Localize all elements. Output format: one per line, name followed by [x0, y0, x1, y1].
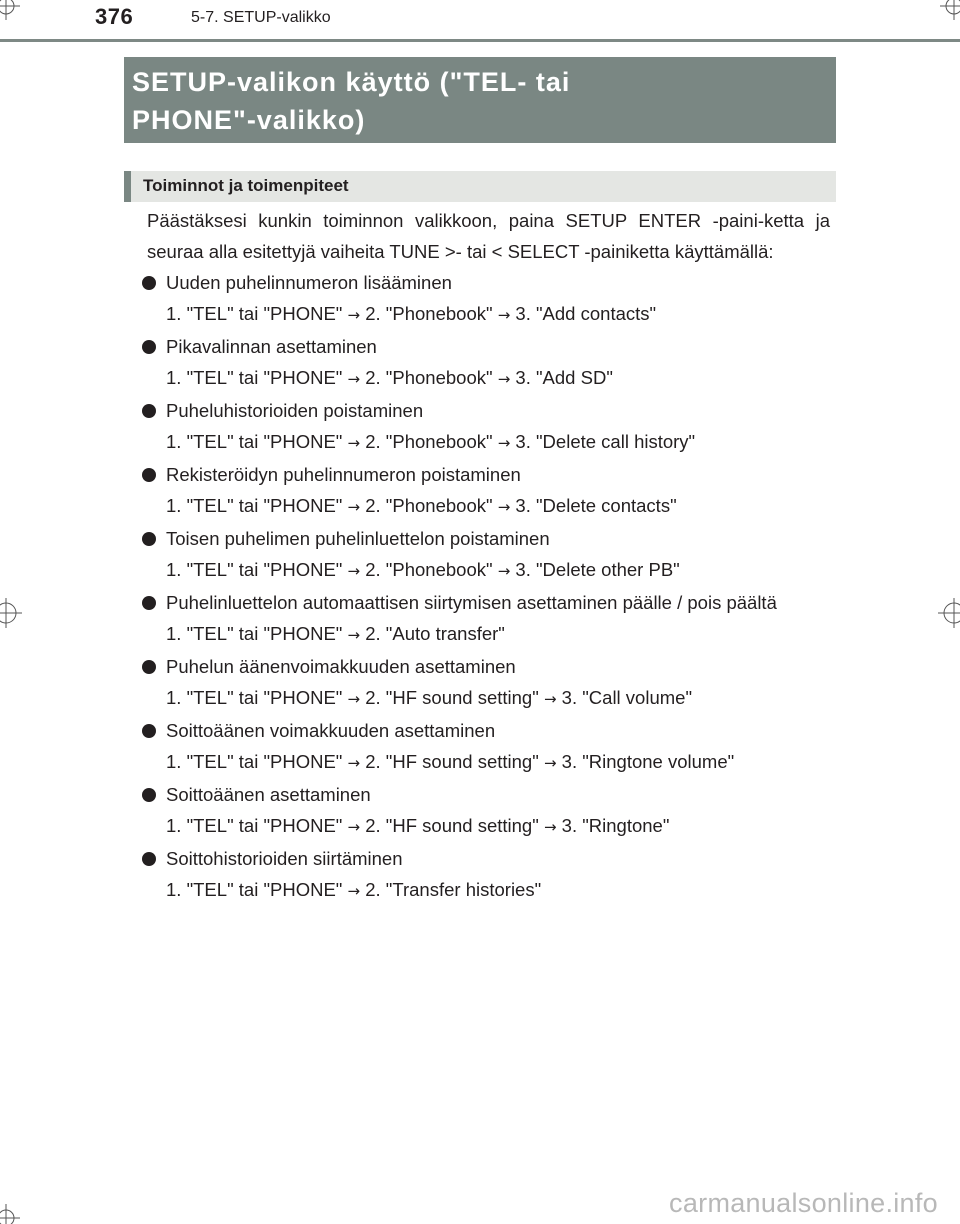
list-item — [142, 267, 830, 331]
procedure-list — [142, 267, 830, 907]
menu-step: 1. "TEL" tai "PHONE" — [166, 431, 343, 452]
item-title: Uuden puhelinnumeron lisääminen — [166, 272, 452, 293]
menu-step: 1. "TEL" tai "PHONE" — [166, 751, 343, 772]
list-item — [142, 843, 830, 907]
arrow-right-icon: → — [497, 498, 511, 516]
menu-step: 2. "Transfer histories" — [365, 879, 542, 900]
menu-step: 3. "Call volume" — [561, 687, 693, 708]
item-menu-path — [166, 810, 830, 843]
item-title: Puheluhistorioiden poistaminen — [166, 400, 424, 421]
arrow-right-icon: → — [347, 306, 361, 324]
arrow-right-icon: → — [497, 370, 511, 388]
list-item — [142, 651, 830, 715]
item-menu-path — [166, 618, 830, 651]
item-menu-path — [166, 554, 830, 587]
section-title — [132, 63, 826, 139]
crop-mark-bottom-left — [0, 1200, 24, 1224]
item-menu-path — [166, 682, 830, 715]
list-item — [142, 331, 830, 395]
item-title: Rekisteröidyn puhelinnumeron poistaminen — [166, 464, 521, 485]
list-item — [142, 523, 830, 587]
menu-step: 3. "Add SD" — [515, 367, 613, 388]
menu-step: 2. "Phonebook" — [365, 495, 493, 516]
list-item — [142, 459, 830, 523]
arrow-right-icon: → — [543, 818, 557, 836]
subheading-text: Toiminnot ja toimenpiteet — [143, 176, 349, 195]
arrow-right-icon: → — [497, 562, 511, 580]
bullet-icon — [142, 660, 156, 674]
arrow-right-icon: → — [543, 754, 557, 772]
arrow-right-icon: → — [347, 882, 361, 900]
menu-step: 1. "TEL" tai "PHONE" — [166, 367, 343, 388]
intro-paragraph: Päästäksesi kunkin toiminnon valikkoon, paina SETUP ENTER -paini-ketta ja seuraa alla esitettyjä vaiheita TUNE >- tai < SELECT -painiketta käyttämällä: — [147, 210, 830, 262]
menu-step: 1. "TEL" tai "PHONE" — [166, 495, 343, 516]
menu-step: 1. "TEL" tai "PHONE" — [166, 559, 343, 580]
menu-step: 3. "Ringtone" — [561, 815, 670, 836]
arrow-right-icon: → — [543, 690, 557, 708]
section-title-box — [124, 57, 836, 143]
list-item — [142, 395, 830, 459]
menu-step: 2. "Phonebook" — [365, 303, 493, 324]
item-menu-path — [166, 874, 830, 907]
item-title: Puhelun äänenvoimakkuuden asettaminen — [166, 656, 516, 677]
item-menu-path — [166, 490, 830, 523]
menu-step: 2. "HF sound setting" — [365, 687, 539, 708]
content-area — [142, 205, 830, 907]
list-item — [142, 587, 830, 651]
arrow-right-icon: → — [347, 562, 361, 580]
crop-mark-top-left — [0, 0, 24, 24]
menu-step: 1. "TEL" tai "PHONE" — [166, 623, 343, 644]
list-item — [142, 779, 830, 843]
item-menu-path — [166, 426, 830, 459]
bullet-icon — [142, 468, 156, 482]
bullet-icon — [142, 532, 156, 546]
crop-mark-mid-right — [934, 598, 960, 628]
list-item — [142, 715, 830, 779]
item-menu-path — [166, 746, 830, 779]
crop-mark-mid-left — [0, 598, 26, 628]
menu-step: 2. "Phonebook" — [365, 431, 493, 452]
menu-step: 3. "Add contacts" — [515, 303, 657, 324]
arrow-right-icon: → — [347, 626, 361, 644]
arrow-right-icon: → — [497, 434, 511, 452]
item-title: Toisen puhelimen puhelinluettelon poistaminen — [166, 528, 550, 549]
bullet-icon — [142, 788, 156, 802]
menu-step: 2. "HF sound setting" — [365, 815, 539, 836]
menu-step: 2. "Phonebook" — [365, 367, 493, 388]
section-title-line-1: SETUP-valikon käyttö ("TEL- tai — [132, 67, 571, 97]
page-number: 376 — [95, 4, 134, 29]
item-title: Soittoäänen voimakkuuden asettaminen — [166, 720, 496, 741]
menu-step: 2. "Auto transfer" — [365, 623, 505, 644]
arrow-right-icon: → — [347, 754, 361, 772]
bullet-icon — [142, 596, 156, 610]
arrow-right-icon: → — [347, 434, 361, 452]
menu-step: 2. "HF sound setting" — [365, 751, 539, 772]
section-title-line-2: PHONE"-valikko) — [132, 105, 366, 135]
arrow-right-icon: → — [497, 306, 511, 324]
arrow-right-icon: → — [347, 498, 361, 516]
item-menu-path — [166, 298, 830, 331]
menu-step: 3. "Delete other PB" — [515, 559, 680, 580]
bullet-icon — [142, 404, 156, 418]
menu-step: 2. "Phonebook" — [365, 559, 493, 580]
item-menu-path — [166, 362, 830, 395]
arrow-right-icon: → — [347, 690, 361, 708]
item-title: Pikavalinnan asettaminen — [166, 336, 377, 357]
menu-step: 3. "Delete call history" — [515, 431, 696, 452]
arrow-right-icon: → — [347, 818, 361, 836]
header-rule — [0, 39, 960, 42]
watermark: carmanualsonline.info — [669, 1188, 938, 1218]
menu-step: 1. "TEL" tai "PHONE" — [166, 815, 343, 836]
menu-step: 1. "TEL" tai "PHONE" — [166, 687, 343, 708]
menu-step: 1. "TEL" tai "PHONE" — [166, 303, 343, 324]
item-title: Soittoäänen asettaminen — [166, 784, 371, 805]
bullet-icon — [142, 724, 156, 738]
arrow-right-icon: → — [347, 370, 361, 388]
subheading-bar — [124, 171, 836, 202]
bullet-icon — [142, 852, 156, 866]
section-reference: 5-7. SETUP-valikko — [191, 9, 331, 26]
item-title: Soittohistorioiden siirtäminen — [166, 848, 403, 869]
bullet-icon — [142, 276, 156, 290]
menu-step: 1. "TEL" tai "PHONE" — [166, 879, 343, 900]
subheading-accent — [124, 171, 131, 202]
bullet-icon — [142, 340, 156, 354]
crop-mark-top-right — [936, 0, 960, 24]
menu-step: 3. "Ringtone volume" — [561, 751, 735, 772]
item-title: Puhelinluettelon automaattisen siirtymisen asettaminen päälle / pois päältä — [166, 592, 777, 613]
menu-step: 3. "Delete contacts" — [515, 495, 677, 516]
